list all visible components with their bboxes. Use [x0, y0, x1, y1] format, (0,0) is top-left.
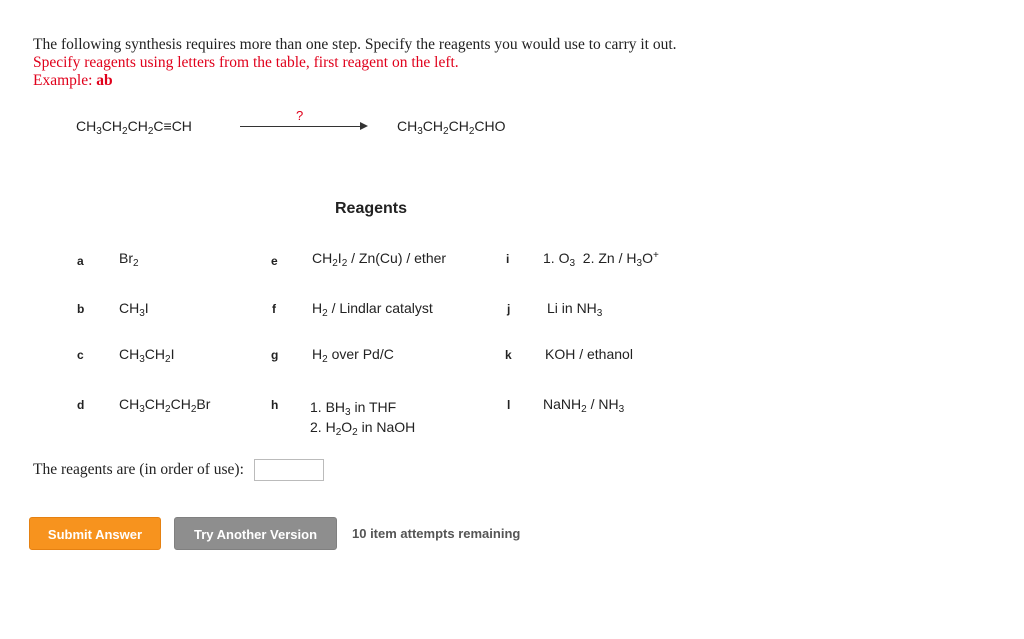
- reagent-letter-c: c: [77, 348, 84, 362]
- reagent-letter-f: f: [272, 302, 276, 316]
- reagent-k: KOH / ethanol: [545, 346, 633, 362]
- example-label: Example:: [33, 72, 97, 89]
- reagent-letter-j: j: [507, 302, 511, 316]
- question-line-2: Specify reagents using letters from the table, first reagent on the left.: [33, 54, 459, 71]
- reagents-title: Reagents: [335, 200, 408, 217]
- reagent-e: $CH_2I_2 / Zn(Cu)$ / ether: [312, 250, 447, 269]
- arrow-head-icon: [360, 122, 368, 130]
- reagent-letter-d: d: [77, 398, 85, 412]
- submit-answer-button[interactable]: Submit Answer: [29, 517, 161, 550]
- attempts-remaining-text: 10 item attempts remaining: [352, 526, 521, 541]
- reagent-letter-g: g: [271, 348, 279, 362]
- try-another-version-button[interactable]: Try Another Version: [174, 517, 337, 550]
- question-text: [33, 36, 677, 90]
- example-line: [33, 72, 677, 90]
- reagent-letter-a: a: [77, 254, 84, 268]
- reagent-l: NaNH$_2$ / $NH_3$: [543, 396, 625, 415]
- reagent-letter-i: i: [506, 252, 510, 266]
- reagent-b: $CH_3I$: [119, 300, 149, 319]
- reagent-i: 1. $O_3$ 2. Zn / $H_3O^+$: [543, 250, 659, 269]
- reagent-letter-b: b: [77, 302, 85, 316]
- example-value: ab: [96, 72, 113, 89]
- product-formula: $CH_3CH_2CH_2CHO$: [397, 118, 506, 137]
- reagent-h: [310, 397, 415, 437]
- reagent-h-step-1: 1. $BH_3$ in THF: [310, 399, 397, 418]
- reagent-a: $Br_2$: [119, 250, 139, 269]
- reagent-f: $H_2$ / Lindlar catalyst: [312, 300, 433, 319]
- triple-bond-symbol: ≡: [163, 118, 172, 134]
- question-line-1: The following synthesis requires more than one step. Specify the reagents you would use to carry it out.: [33, 36, 677, 53]
- reagent-j: Li in $NH_3$: [547, 300, 603, 319]
- reagent-d: $CH_3CH_2CH_2Br$: [119, 396, 211, 415]
- answer-label: The reagents are (in order of use):: [33, 461, 244, 478]
- answer-input[interactable]: [254, 459, 324, 481]
- reagent-letter-k: k: [505, 348, 512, 362]
- arrow-label: ?: [296, 108, 304, 123]
- reagent-h-step-2: 2. $H_2O_2$ in NaOH: [310, 419, 416, 438]
- reagent-g: $H_2$ over Pd/C: [312, 346, 394, 365]
- reagent-letter-l: l: [507, 398, 511, 412]
- reactant-formula: $CH_3CH_2CH_2C\equiv CH$: [76, 118, 192, 137]
- reagent-c: $CH_3CH_2I$: [119, 346, 175, 365]
- reagent-letter-e: e: [271, 254, 278, 268]
- reaction-arrow: [240, 126, 362, 127]
- reagent-letter-h: h: [271, 398, 279, 412]
